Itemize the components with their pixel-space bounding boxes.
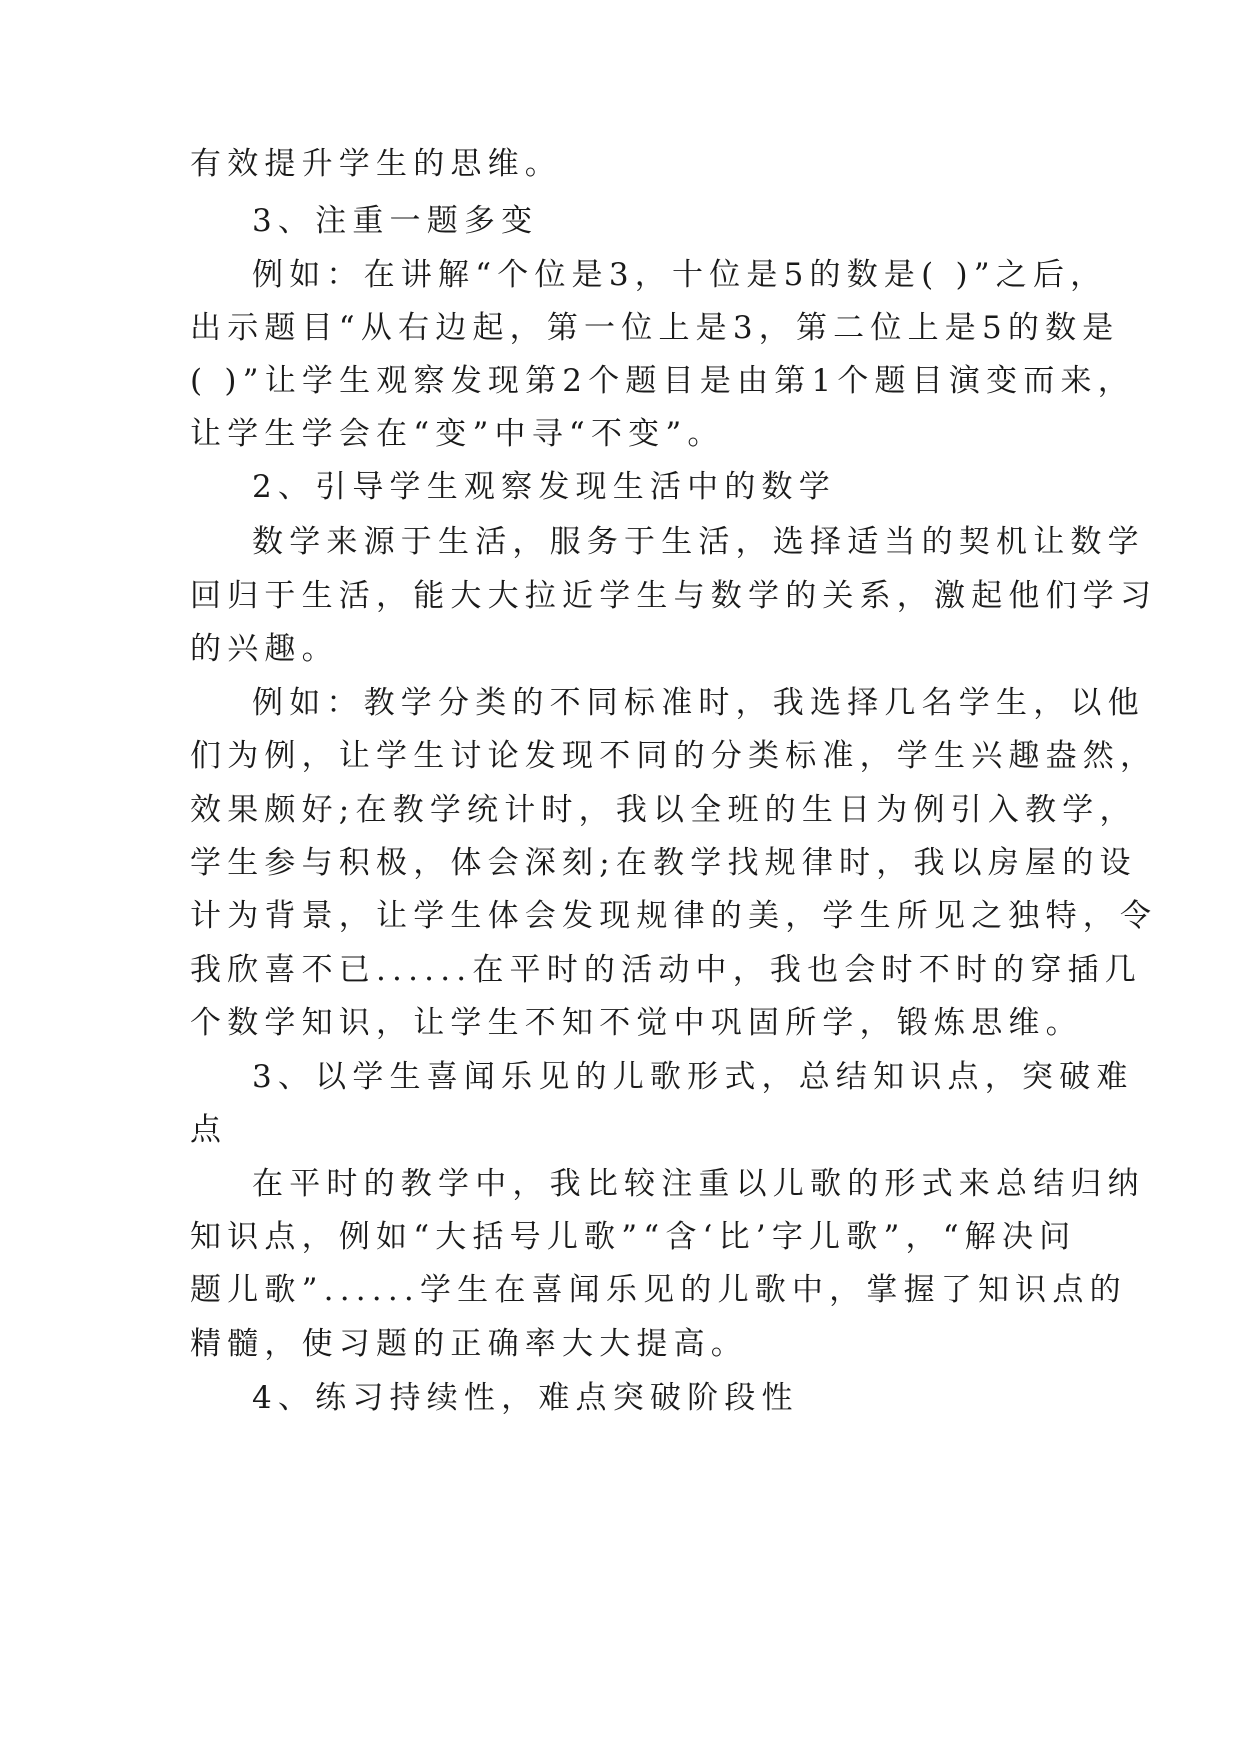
section-heading: 3、以学生喜闻乐见的儿歌形式，总结知识点，突破难 [252,1059,1134,1095]
section-heading-continued: 点 [190,1112,228,1148]
text-line: 个数学知识，让学生不知不觉中巩固所学，锻炼思维。 [190,1005,1083,1041]
text-line: 数学来源于生活，服务于生活，选择适当的契机让数学 [252,524,1145,560]
text-line: 我欣喜不已......在平时的活动中，我也会时不时的穿插几 [190,952,1142,988]
text-line: 效果颇好;在教学统计时，我以全班的生日为例引入教学， [190,792,1137,828]
text-line: 学生参与积极，体会深刻;在教学找规律时，我以房屋的设 [190,845,1137,881]
section-heading: 3、注重一题多变 [252,203,539,239]
text-line: 例如：教学分类的不同标准时，我选择几名学生，以他 [252,685,1145,721]
section-heading: 4、练习持续性，难点突破阶段性 [252,1380,799,1416]
text-line: 题儿歌”......学生在喜闻乐见的儿歌中，掌握了知识点的 [190,1272,1127,1308]
text-line: 的兴趣。 [190,631,339,667]
text-line: 们为例，让学生讨论发现不同的分类标准，学生兴趣盎然， [190,738,1158,774]
text-line: 让学生学会在“变”中寻“不变”。 [190,416,725,452]
text-line: 精髓，使习题的正确率大大提高。 [190,1326,748,1362]
text-line: 例如：在讲解“个位是3，十位是5的数是( )”之后， [252,257,1108,293]
text-line: 在平时的教学中，我比较注重以儿歌的形式来总结归纳 [252,1166,1145,1202]
text-line: 有效提升学生的思维。 [190,146,562,182]
text-line: 回归于生活，能大大拉近学生与数学的关系，激起他们学习 [190,578,1158,614]
text-line: 出示题目“从右边起，第一位上是3，第二位上是5的数是 [190,310,1120,346]
text-line: 计为背景，让学生体会发现规律的美，学生所见之独特，令 [190,898,1158,934]
text-line: 知识点，例如“大括号儿歌”“含‘比’字儿歌”，“解决问 [190,1219,1077,1255]
section-heading: 2、引导学生观察发现生活中的数学 [252,469,836,505]
text-line: ( )”让学生观察发现第2个题目是由第1个题目演变而来， [190,363,1135,399]
